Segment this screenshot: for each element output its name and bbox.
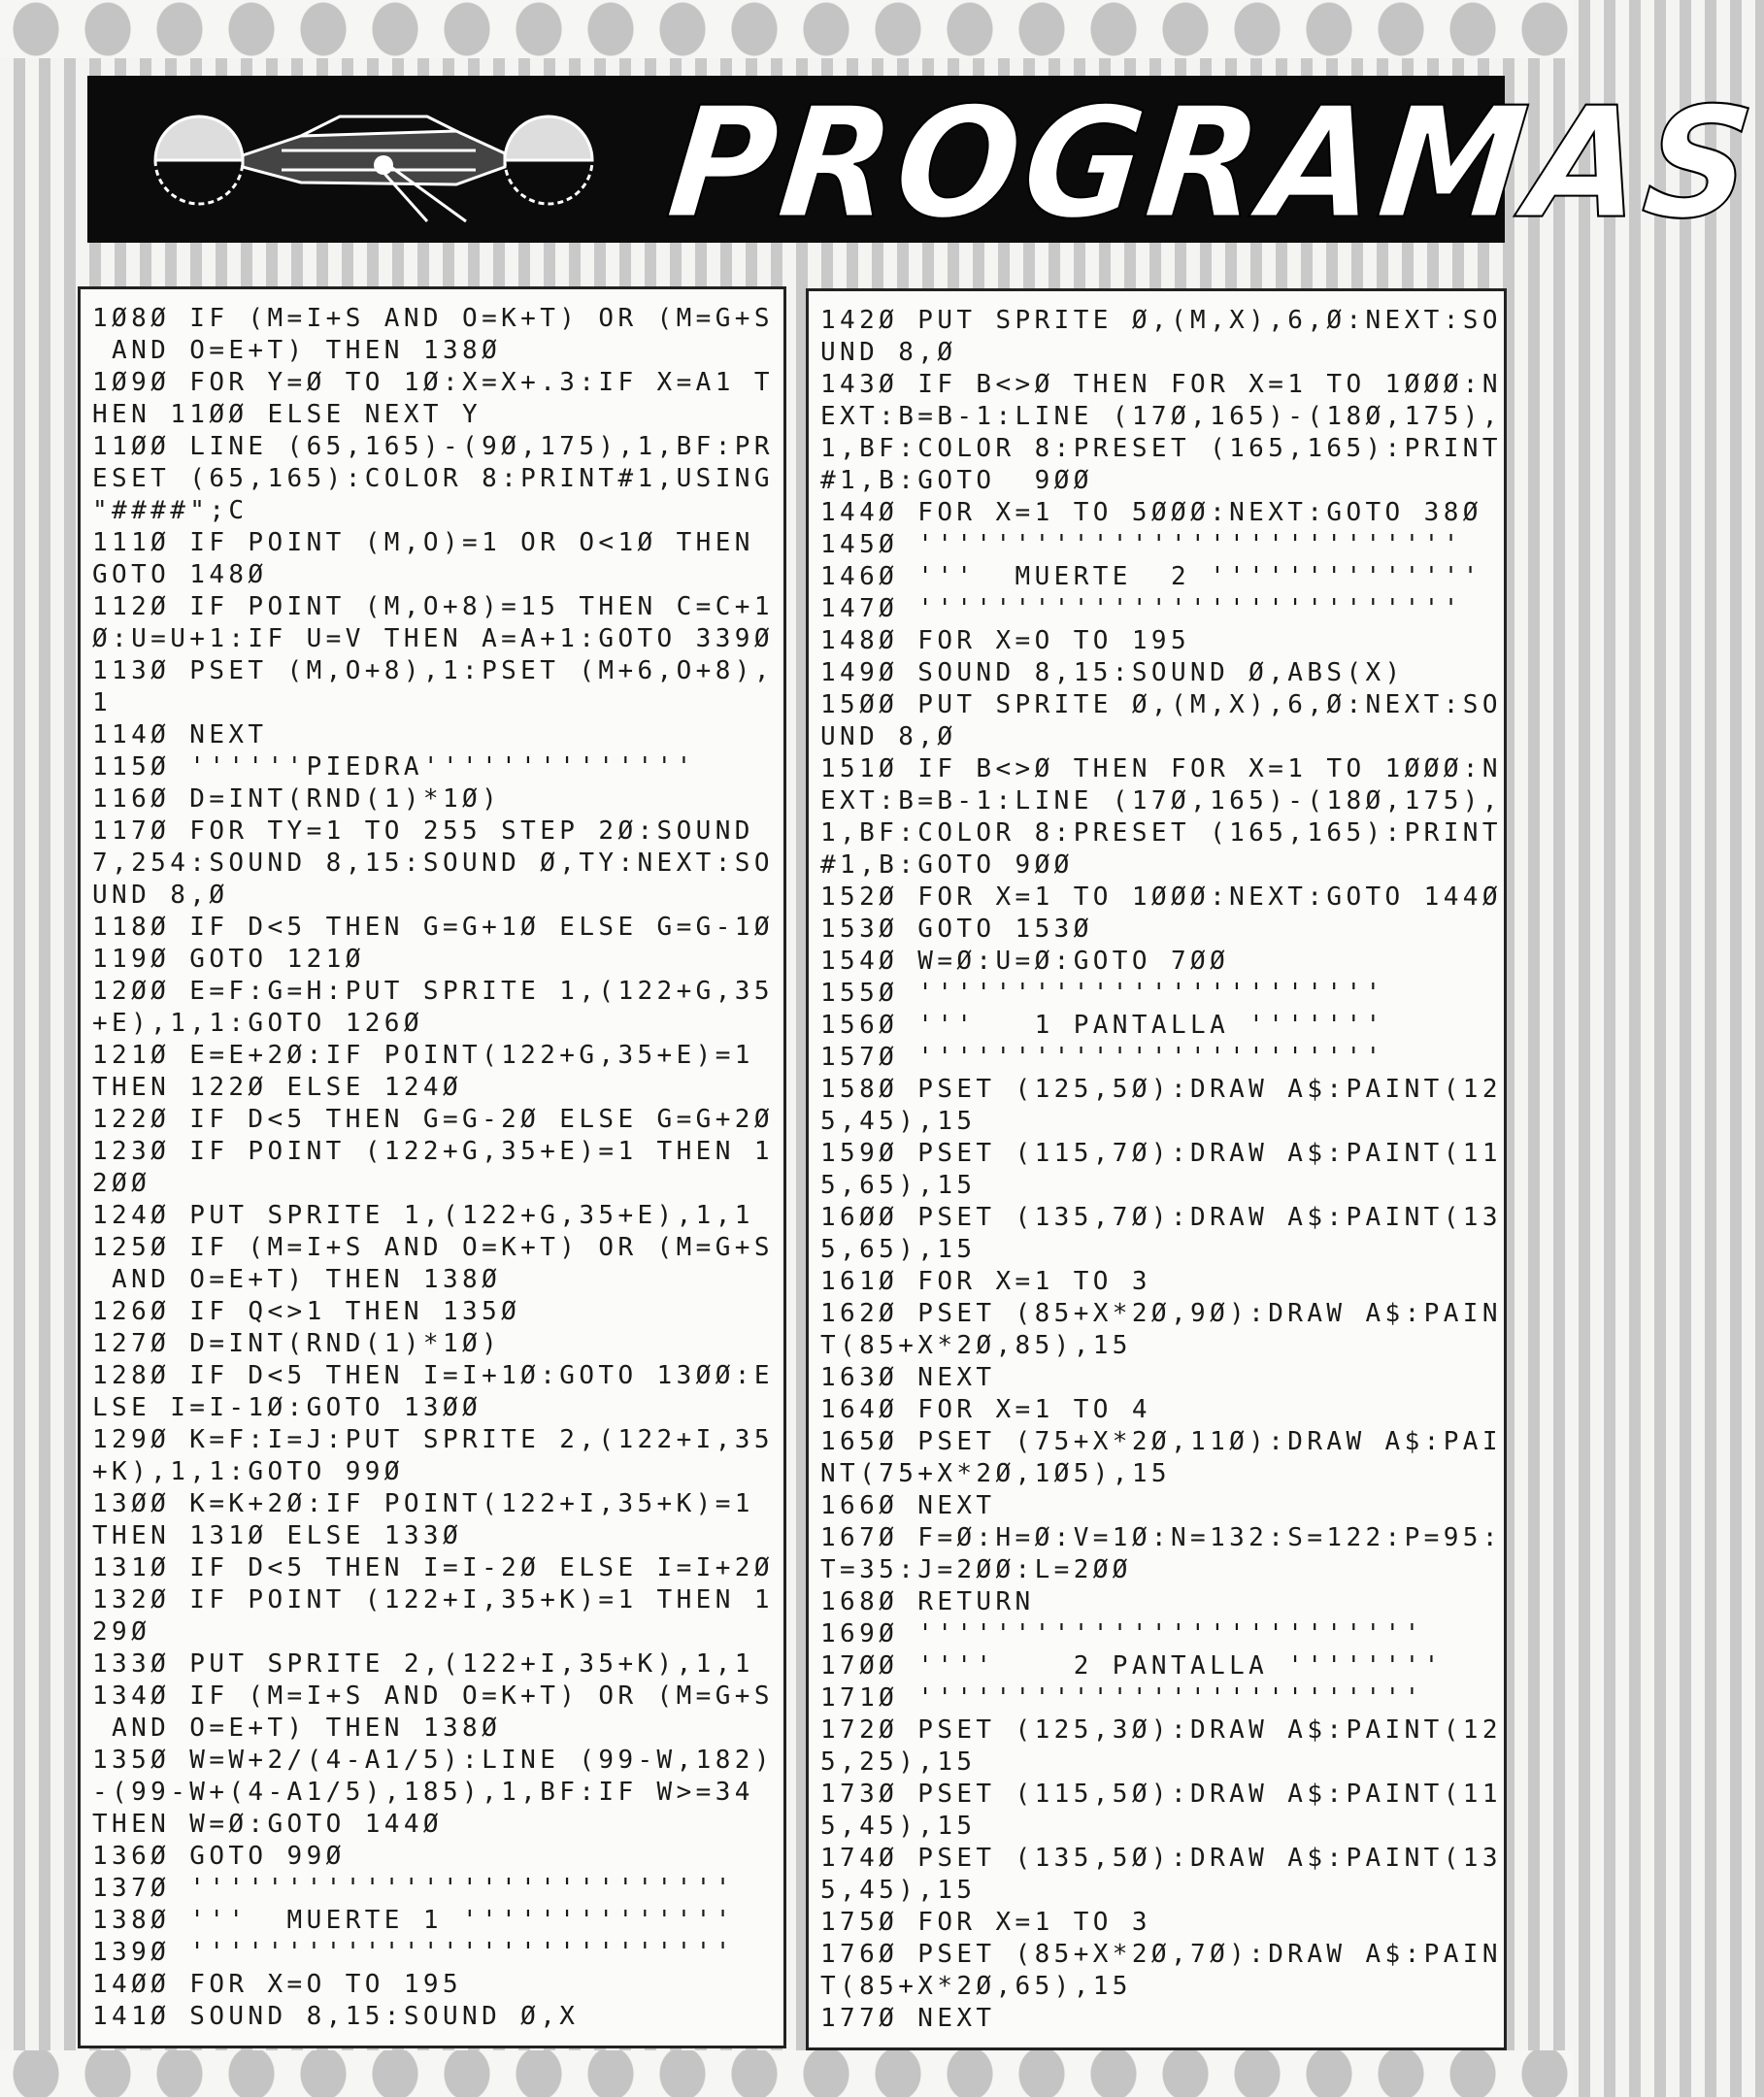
code-line: NT(75+X*2Ø,1Ø5),15 [820, 1459, 1171, 1488]
decorative-dots-top [0, 0, 1573, 58]
code-line: 169Ø '''''''''''''''''''''''''' [820, 1619, 1424, 1648]
code-line: 116Ø D=INT(RND(1)*1Ø) [92, 784, 502, 814]
code-listing-left [78, 286, 786, 2048]
code-line: EXT:B=B-1:LINE (17Ø,165)-(18Ø,175), [820, 402, 1502, 431]
code-line: 118Ø IF D<5 THEN G=G+1Ø ELSE G=G-1Ø [92, 913, 774, 942]
code-line: 149Ø SOUND 8,15:SOUND Ø,ABS(X) [820, 658, 1405, 687]
code-line: -(99-W+(4-A1/5),185),1,BF:IF W>=34 [92, 1778, 754, 1807]
code-line: 1Ø8Ø IF (M=I+S AND O=K+T) OR (M=G+S [92, 304, 774, 333]
code-line: 5,65),15 [820, 1235, 977, 1264]
code-line: THEN W=Ø:GOTO 144Ø [92, 1810, 443, 1839]
code-line: 154Ø W=Ø:U=Ø:GOTO 7ØØ [820, 947, 1230, 976]
code-line: 114Ø NEXT [92, 720, 268, 749]
code-line: +E),1,1:GOTO 126Ø [92, 1009, 423, 1038]
code-line: 17ØØ '''' 2 PANTALLA '''''''' [820, 1651, 1444, 1681]
code-line: 115Ø ''''''PIEDRA'''''''''''''' [92, 752, 696, 782]
code-line: 137Ø '''''''''''''''''''''''''''' [92, 1874, 735, 1903]
code-line: 152Ø FOR X=1 TO 1ØØØ:NEXT:GOTO 144Ø [820, 882, 1502, 912]
code-line: 167Ø F=Ø:H=Ø:V=1Ø:N=132:S=122:P=95: [820, 1523, 1502, 1552]
code-line: 165Ø PSET (75+X*2Ø,11Ø):DRAW A$:PAI [820, 1427, 1502, 1456]
code-line: 156Ø ''' 1 PANTALLA ''''''' [820, 1011, 1385, 1040]
code-line: 1 [92, 688, 113, 717]
code-line: 129Ø K=F:I=J:PUT SPRITE 2,(122+I,35 [92, 1425, 774, 1454]
code-line: 11ØØ LINE (65,165)-(9Ø,175),1,BF:PR [92, 432, 774, 461]
code-line: 161Ø FOR X=1 TO 3 [820, 1267, 1151, 1296]
code-line: 134Ø IF (M=I+S AND O=K+T) OR (M=G+S [92, 1681, 774, 1711]
code-line: 166Ø NEXT [820, 1491, 996, 1520]
code-line: 146Ø ''' MUERTE 2 '''''''''''''' [820, 562, 1482, 591]
code-line: 145Ø '''''''''''''''''''''''''''' [820, 530, 1463, 559]
code-line: 7,254:SOUND 8,15:SOUND Ø,TY:NEXT:SO [92, 849, 774, 878]
code-line: #1,B:GOTO 9ØØ [820, 466, 1093, 495]
code-line: 121Ø E=E+2Ø:IF POINT(122+G,35+E)=1 [92, 1041, 754, 1070]
code-line: 5,45),15 [820, 1812, 977, 1841]
code-line: "####";C [92, 496, 249, 525]
code-line: LSE I=I-1Ø:GOTO 13ØØ [92, 1393, 483, 1422]
code-line: AND O=E+T) THEN 138Ø [92, 1714, 502, 1743]
code-line: 112Ø IF POINT (M,O+8)=15 THEN C=C+1 [92, 592, 774, 621]
code-listing-right [806, 288, 1507, 2050]
code-line: 138Ø ''' MUERTE 1 '''''''''''''' [92, 1906, 735, 1935]
code-line: 14ØØ FOR X=O TO 195 [92, 1970, 463, 1999]
code-line: 1Ø9Ø FOR Y=Ø TO 1Ø:X=X+.3:IF X=A1 T [92, 368, 774, 397]
code-line: 5,45),15 [820, 1876, 977, 1905]
page-title: PROGRAMAS [660, 75, 1764, 253]
code-line: 125Ø IF (M=I+S AND O=K+T) OR (M=G+S [92, 1233, 774, 1262]
code-line: T(85+X*2Ø,65),15 [820, 1972, 1132, 2001]
code-line: 151Ø IF B<>Ø THEN FOR X=1 TO 1ØØØ:N [820, 754, 1502, 783]
code-line: UND 8,Ø [820, 722, 957, 751]
code-line: 132Ø IF POINT (122+I,35+K)=1 THEN 1 [92, 1585, 774, 1614]
code-line: 172Ø PSET (125,3Ø):DRAW A$:PAINT(12 [820, 1715, 1502, 1745]
code-line: 173Ø PSET (115,5Ø):DRAW A$:PAINT(11 [820, 1780, 1502, 1809]
code-line: 13ØØ K=K+2Ø:IF POINT(122+I,35+K)=1 [92, 1489, 754, 1518]
code-line: 175Ø FOR X=1 TO 3 [820, 1908, 1151, 1937]
code-line: 122Ø IF D<5 THEN G=G-2Ø ELSE G=G+2Ø [92, 1105, 774, 1134]
code-line: 158Ø PSET (125,5Ø):DRAW A$:PAINT(12 [820, 1075, 1502, 1104]
code-line: 1,BF:COLOR 8:PRESET (165,165):PRINT [820, 818, 1502, 848]
code-line: 139Ø '''''''''''''''''''''''''''' [92, 1938, 735, 1967]
code-line: 135Ø W=W+2/(4-A1/5):LINE (99-W,182) [92, 1746, 774, 1775]
code-line: 29Ø [92, 1617, 151, 1647]
code-line: 136Ø GOTO 99Ø [92, 1842, 346, 1871]
code-line: 164Ø FOR X=1 TO 4 [820, 1395, 1151, 1424]
code-line: 123Ø IF POINT (122+G,35+E)=1 THEN 1 [92, 1137, 774, 1166]
code-line: 133Ø PUT SPRITE 2,(122+I,35+K),1,1 [92, 1649, 754, 1679]
code-line: 174Ø PSET (135,5Ø):DRAW A$:PAINT(13 [820, 1844, 1502, 1873]
decorative-dots-bottom [0, 2050, 1573, 2097]
code-line: HEN 11ØØ ELSE NEXT Y [92, 400, 483, 429]
code-line: 171Ø '''''''''''''''''''''''''' [820, 1683, 1424, 1713]
code-line: 111Ø IF POINT (M,O)=1 OR O<1Ø THEN [92, 528, 754, 557]
code-line: 16ØØ PSET (135,7Ø):DRAW A$:PAINT(13 [820, 1203, 1502, 1232]
code-line: +K),1,1:GOTO 99Ø [92, 1457, 404, 1486]
code-line: 177Ø NEXT [820, 2004, 996, 2033]
code-line: ESET (65,165):COLOR 8:PRINT#1,USING [92, 464, 774, 493]
code-line: #1,B:GOTO 9ØØ [820, 850, 1074, 880]
code-line: 157Ø '''''''''''''''''''''''' [820, 1043, 1385, 1072]
spaceship-icon [146, 97, 602, 223]
code-line: 126Ø IF Q<>1 THEN 135Ø [92, 1297, 521, 1326]
code-line: 5,25),15 [820, 1748, 977, 1777]
code-line: THEN 131Ø ELSE 133Ø [92, 1521, 463, 1550]
code-line: 168Ø RETURN [820, 1587, 1035, 1616]
code-line: 15ØØ PUT SPRITE Ø,(M,X),6,Ø:NEXT:SO [820, 690, 1502, 719]
code-line: 147Ø '''''''''''''''''''''''''''' [820, 594, 1463, 623]
code-line: 128Ø IF D<5 THEN I=I+1Ø:GOTO 13ØØ:E [92, 1361, 774, 1390]
code-line: UND 8,Ø [820, 338, 957, 367]
code-line: 5,65),15 [820, 1171, 977, 1200]
code-line: 127Ø D=INT(RND(1)*1Ø) [92, 1329, 502, 1358]
code-line: 2ØØ [92, 1169, 151, 1198]
code-line: UND 8,Ø [92, 881, 229, 910]
code-line: 113Ø PSET (M,O+8),1:PSET (M+6,O+8), [92, 656, 774, 685]
code-line: 117Ø FOR TY=1 TO 255 STEP 2Ø:SOUND [92, 816, 754, 846]
code-line: 159Ø PSET (115,7Ø):DRAW A$:PAINT(11 [820, 1139, 1502, 1168]
code-line: 12ØØ E=F:G=H:PUT SPRITE 1,(122+G,35 [92, 977, 774, 1006]
code-line: 141Ø SOUND 8,15:SOUND Ø,X [92, 2002, 580, 2031]
code-line: AND O=E+T) THEN 138Ø [92, 1265, 502, 1294]
code-line: 144Ø FOR X=1 TO 5ØØØ:NEXT:GOTO 38Ø [820, 498, 1482, 527]
code-line: 176Ø PSET (85+X*2Ø,7Ø):DRAW A$:PAIN [820, 1940, 1502, 1969]
code-line: 119Ø GOTO 121Ø [92, 945, 365, 974]
code-line: T=35:J=2ØØ:L=2ØØ [820, 1555, 1132, 1584]
code-line: 142Ø PUT SPRITE Ø,(M,X),6,Ø:NEXT:SO [820, 306, 1502, 335]
code-line: 5,45),15 [820, 1107, 977, 1136]
code-line: 1,BF:COLOR 8:PRESET (165,165):PRINT [820, 434, 1502, 463]
code-line: EXT:B=B-1:LINE (17Ø,165)-(18Ø,175), [820, 786, 1502, 816]
code-line: 124Ø PUT SPRITE 1,(122+G,35+E),1,1 [92, 1201, 754, 1230]
code-line: 148Ø FOR X=O TO 195 [820, 626, 1191, 655]
code-line: THEN 122Ø ELSE 124Ø [92, 1073, 463, 1102]
code-line: 163Ø NEXT [820, 1363, 996, 1392]
code-line: 131Ø IF D<5 THEN I=I-2Ø ELSE I=I+2Ø [92, 1553, 774, 1582]
code-line: AND O=E+T) THEN 138Ø [92, 336, 502, 365]
code-line: 153Ø GOTO 153Ø [820, 915, 1093, 944]
code-line: 143Ø IF B<>Ø THEN FOR X=1 TO 1ØØØ:N [820, 370, 1502, 399]
header-banner [87, 75, 1764, 253]
code-line: GOTO 148Ø [92, 560, 268, 589]
code-line: Ø:U=U+1:IF U=V THEN A=A+1:GOTO 339Ø [92, 624, 774, 653]
code-lines [820, 305, 1502, 2035]
code-line: T(85+X*2Ø,85),15 [820, 1331, 1132, 1360]
code-line: 162Ø PSET (85+X*2Ø,9Ø):DRAW A$:PAIN [820, 1299, 1502, 1328]
code-lines [92, 303, 774, 2033]
code-line: 155Ø '''''''''''''''''''''''' [820, 979, 1385, 1008]
